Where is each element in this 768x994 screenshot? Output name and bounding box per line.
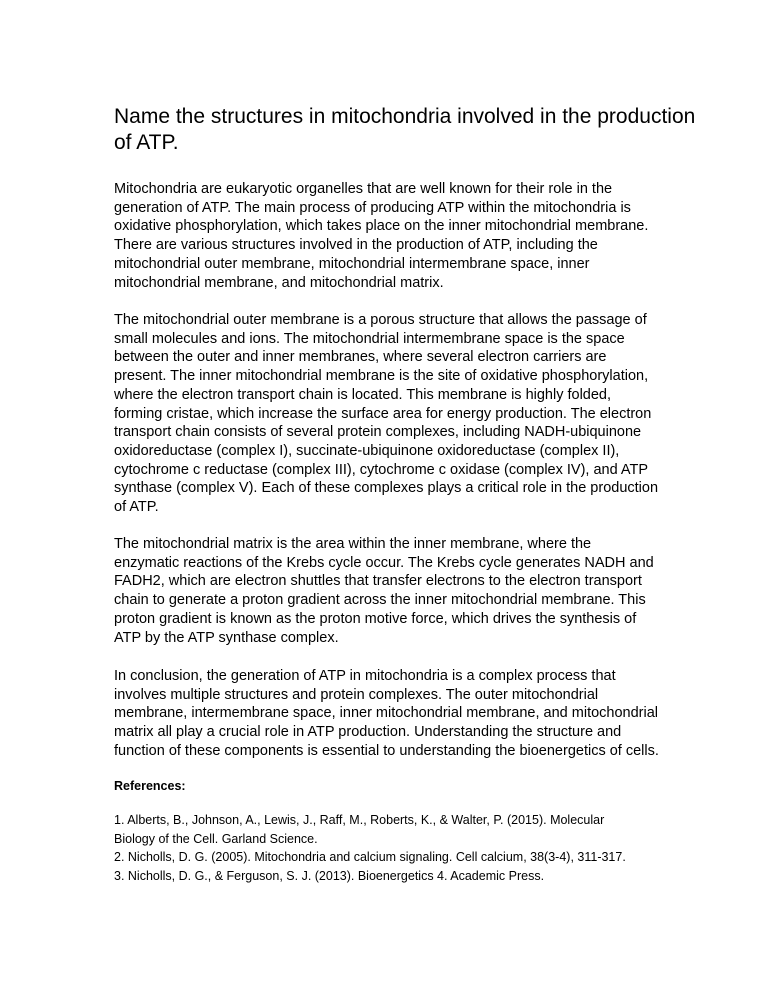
- text-line: synthase (complex V). Each of these complexes plays a critical role in the production: [114, 480, 659, 497]
- title-line: of ATP.: [114, 131, 179, 154]
- text-line: mitochondrial membrane, and mitochondrial matrix.: [114, 274, 444, 291]
- text-line: cytochrome c reductase (complex III), cytochrome c oxidase (complex IV), and ATP: [114, 461, 649, 478]
- text-line: The mitochondrial matrix is the area within the inner membrane, where the: [114, 536, 592, 552]
- text-line: chain to generate a proton gradient across the inner mitochondrial membrane. This: [114, 592, 646, 609]
- text-line: ATP by the ATP synthase complex.: [114, 629, 339, 646]
- reference-line: Biology of the Cell. Garland Science.: [114, 831, 318, 846]
- text-line: Mitochondria are eukaryotic organelles that are well known for their role in the: [114, 181, 613, 197]
- text-line: mitochondrial outer membrane, mitochondrial intermembrane space, inner: [114, 255, 590, 272]
- text-line: generation of ATP. The main process of producing ATP within the mitochondria is: [114, 199, 631, 216]
- text-line: matrix all play a crucial role in ATP production. Understanding the structure and: [114, 724, 622, 741]
- paragraph-outer-membrane: [114, 311, 658, 517]
- text-line: There are various structures involved in the production of ATP, including the: [114, 237, 598, 254]
- text-line: of ATP.: [114, 499, 159, 516]
- text-line: forming cristae, which increase the surface area for energy production. The electron: [114, 405, 652, 422]
- text-line: involves multiple structures and protein complexes. The outer mitochondrial: [114, 686, 599, 703]
- text-line: In conclusion, the generation of ATP in mitochondria is a complex process that: [114, 668, 616, 684]
- text-line: oxidoreductase (complex I), succinate-ubiquinone oxidoreductase (complex II),: [114, 442, 620, 459]
- text-line: present. The inner mitochondrial membrane is the site of oxidative phosphorylation,: [114, 368, 649, 385]
- reference-line: 3. Nicholls, D. G., & Ferguson, S. J. (2013). Bioenergetics 4. Academic Press.: [114, 869, 545, 884]
- reference-line: 2. Nicholls, D. G. (2005). Mitochondria and calcium signaling. Cell calcium, 38(3-4), 311-317.: [114, 850, 626, 865]
- paragraph-intro: [114, 180, 648, 292]
- document-title: [114, 104, 695, 156]
- reference-line: 1. Alberts, B., Johnson, A., Lewis, J., Raff, M., Roberts, K., & Walter, P. (2015). Molecular: [114, 813, 605, 827]
- text-line: where the electron transport chain is located. This membrane is highly folded,: [114, 386, 612, 403]
- text-line: oxidative phosphorylation, which takes place on the inner mitochondrial membrane.: [114, 218, 649, 235]
- text-line: FADH2, which are electron shuttles that transfer electrons to the electron transport: [114, 573, 642, 590]
- references-heading: References:: [114, 779, 186, 793]
- text-line: proton gradient is known as the proton motive force, which drives the synthesis of: [114, 610, 637, 627]
- text-line: between the outer and inner membranes, where several electron carriers are: [114, 349, 607, 366]
- text-line: The mitochondrial outer membrane is a porous structure that allows the passage of: [114, 312, 647, 328]
- paragraph-conclusion: [114, 667, 659, 761]
- text-line: small molecules and ions. The mitochondrial intermembrane space is the space: [114, 330, 625, 347]
- references-list: [114, 811, 626, 886]
- text-line: enzymatic reactions of the Krebs cycle occur. The Krebs cycle generates NADH and: [114, 554, 654, 571]
- text-line: membrane, intermembrane space, inner mitochondrial membrane, and mitochondrial: [114, 705, 659, 722]
- text-line: transport chain consists of several protein complexes, including NADH-ubiquinone: [114, 424, 642, 441]
- text-line: function of these components is essential to understanding the bioenergetics of cells.: [114, 742, 659, 759]
- paragraph-matrix: [114, 535, 654, 647]
- title-line: Name the structures in mitochondria involved in the production: [114, 105, 696, 128]
